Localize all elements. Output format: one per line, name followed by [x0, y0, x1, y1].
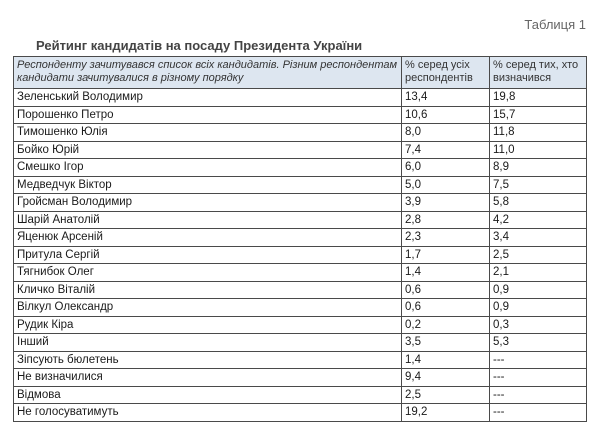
- value-all-respondents: 19,2: [402, 404, 490, 422]
- candidate-name: Притула Сергій: [14, 246, 402, 264]
- value-all-respondents: 2,3: [402, 229, 490, 247]
- table-row: [14, 141, 587, 159]
- table-number: Таблиця 1: [524, 17, 586, 32]
- value-all-respondents: 0,6: [402, 281, 490, 299]
- table-row: [14, 351, 587, 369]
- table-body: [14, 89, 587, 422]
- candidate-name: Тягнибок Олег: [14, 264, 402, 282]
- value-all-respondents: 7,4: [402, 141, 490, 159]
- value-all-respondents: 5,0: [402, 176, 490, 194]
- table-row: [14, 281, 587, 299]
- table-row: [14, 176, 587, 194]
- candidate-name: Рудик Кіра: [14, 316, 402, 334]
- candidate-name: Відмова: [14, 386, 402, 404]
- value-all-respondents: 10,6: [402, 106, 490, 124]
- value-all-respondents: 1,7: [402, 246, 490, 264]
- value-decided: 5,8: [490, 194, 587, 212]
- value-decided: ---: [490, 369, 587, 387]
- value-all-respondents: 0,2: [402, 316, 490, 334]
- candidate-name: Зеленський Володимир: [14, 89, 402, 107]
- value-decided: 3,4: [490, 229, 587, 247]
- table-header-row: [14, 57, 587, 89]
- value-decided: 5,3: [490, 334, 587, 352]
- value-decided: 7,5: [490, 176, 587, 194]
- candidate-name: Бойко Юрій: [14, 141, 402, 159]
- value-all-respondents: 2,8: [402, 211, 490, 229]
- table-row: [14, 194, 587, 212]
- candidate-name: Шарій Анатолій: [14, 211, 402, 229]
- header-note: Респонденту зачитувався список всіх кандидатів. Різним респондентам кандидати зачитувалися в різному порядку: [14, 57, 402, 89]
- table-row: [14, 246, 587, 264]
- value-all-respondents: 8,0: [402, 124, 490, 142]
- value-all-respondents: 1,4: [402, 264, 490, 282]
- table-row: [14, 229, 587, 247]
- value-decided: ---: [490, 404, 587, 422]
- candidate-name: Вілкул Олександр: [14, 299, 402, 317]
- table-row: [14, 404, 587, 422]
- candidate-name: Інший: [14, 334, 402, 352]
- candidate-name: Тимошенко Юлія: [14, 124, 402, 142]
- table-row: [14, 369, 587, 387]
- table-title: Рейтинг кандидатів на посаду Президента України: [36, 38, 363, 53]
- candidate-name: Смешко Ігор: [14, 159, 402, 177]
- value-all-respondents: 0,6: [402, 299, 490, 317]
- value-all-respondents: 2,5: [402, 386, 490, 404]
- table-row: [14, 386, 587, 404]
- value-all-respondents: 3,5: [402, 334, 490, 352]
- candidate-name: Кличко Віталій: [14, 281, 402, 299]
- value-all-respondents: 1,4: [402, 351, 490, 369]
- value-decided: 0,9: [490, 299, 587, 317]
- value-decided: ---: [490, 351, 587, 369]
- value-decided: 0,3: [490, 316, 587, 334]
- rating-table: [13, 56, 587, 422]
- candidate-name: Не голосуватимуть: [14, 404, 402, 422]
- table-row: [14, 159, 587, 177]
- table-row: [14, 264, 587, 282]
- header-all-respondents: % серед усіх респондентів: [402, 57, 490, 89]
- value-decided: 8,9: [490, 159, 587, 177]
- candidate-name: Медведчук Віктор: [14, 176, 402, 194]
- table-row: [14, 89, 587, 107]
- value-decided: 19,8: [490, 89, 587, 107]
- header-decided: % серед тих, хто визначився: [490, 57, 587, 89]
- value-decided: 11,8: [490, 124, 587, 142]
- candidate-name: Порошенко Петро: [14, 106, 402, 124]
- value-all-respondents: 13,4: [402, 89, 490, 107]
- value-decided: 0,9: [490, 281, 587, 299]
- value-all-respondents: 9,4: [402, 369, 490, 387]
- table-row: [14, 106, 587, 124]
- candidate-name: Яценюк Арсеній: [14, 229, 402, 247]
- value-decided: 15,7: [490, 106, 587, 124]
- candidate-name: Зіпсують бюлетень: [14, 351, 402, 369]
- table-row: [14, 299, 587, 317]
- value-decided: 2,5: [490, 246, 587, 264]
- candidate-name: Не визначилися: [14, 369, 402, 387]
- value-all-respondents: 6,0: [402, 159, 490, 177]
- value-decided: 2,1: [490, 264, 587, 282]
- candidate-name: Гройсман Володимир: [14, 194, 402, 212]
- value-all-respondents: 3,9: [402, 194, 490, 212]
- value-decided: 4,2: [490, 211, 587, 229]
- table-row: [14, 316, 587, 334]
- table-row: [14, 124, 587, 142]
- value-decided: 11,0: [490, 141, 587, 159]
- value-decided: ---: [490, 386, 587, 404]
- table-row: [14, 211, 587, 229]
- table-row: [14, 334, 587, 352]
